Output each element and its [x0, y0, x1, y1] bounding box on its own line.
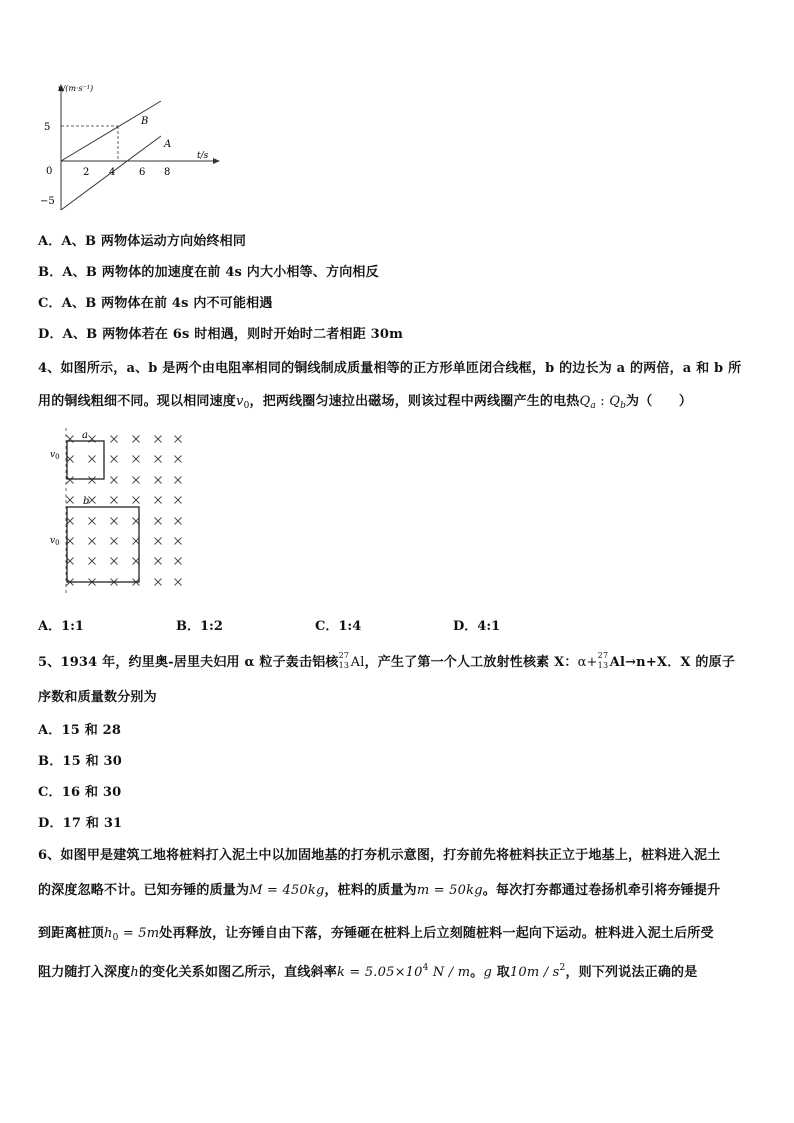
field-cross — [89, 456, 96, 463]
field-cross — [89, 518, 96, 525]
graph-x-arrow — [213, 158, 220, 164]
q3-option-c: C．A、B 两物体在前 4s 内不可能相遇 — [38, 296, 273, 311]
q4-stem-line2: 用的铜线粗细不同。现以相同速度$v_0$，把两线圈匀速拉出磁场，则该过程中两线圈产生的电热$Q_a$ : $Q_b$为（ ） — [38, 394, 693, 411]
field-cross — [111, 436, 118, 443]
field-cross — [155, 558, 162, 565]
q4-option-b: B．1:2 — [176, 619, 223, 634]
q6-stem-line1: 6、如图甲是建筑工地将桩料打入泥土中以加固地基的打夯机示意图，打夯前先将桩料扶正立于地基上，桩料进入泥土 — [38, 848, 721, 863]
graph-y-tick-0: 0 — [46, 166, 53, 177]
q4-option-d: D．4:1 — [453, 619, 501, 634]
field-cross — [175, 477, 182, 484]
field-cross — [111, 477, 118, 484]
q5-stem-line1: 5、1934 年，约里奥-居里夫妇用 α 粒子轰击铝核 27 13 Al，产生了第一个人工放射性核素 X：α+ 27 13 Al→n+X．X 的原子 — [38, 651, 736, 670]
frame-a-velocity: $v_0$ — [50, 450, 60, 461]
graph-y-tick-5: 5 — [44, 122, 51, 133]
graph-x-label: t/s — [197, 151, 209, 161]
field-cross — [175, 538, 182, 545]
magnetic-field-figure — [46, 426, 196, 596]
field-cross — [155, 456, 162, 463]
q6-stem-line3: 到距离桩顶$h_0 = 5m$处再释放，让夯锤自由下落，夯锤砸在桩料上后立刻随桩料一起向下运动。桩料进入泥土后所受 — [38, 926, 714, 943]
field-cross — [155, 497, 162, 504]
frame-b-label: b — [83, 496, 90, 507]
graph-line-b-label: B — [141, 116, 149, 127]
frame-b — [67, 507, 139, 582]
q6-stem-line4: 阻力随打入深度h的变化关系如图乙所示，直线斜率$k = 5.05\times 10^4$ N / m。g 取$10m / s^2$，则下列说法正确的是 — [38, 963, 698, 980]
velocity-time-graph — [36, 80, 236, 215]
graph-y-tick-neg5: −5 — [40, 196, 55, 207]
frame-a — [67, 441, 104, 479]
field-cross — [175, 456, 182, 463]
q3-option-d: D．A、B 两物体若在 6s 时相遇，则时开始时二者相距 30m — [38, 327, 404, 342]
frame-a-label: a — [82, 430, 88, 441]
field-cross — [155, 477, 162, 484]
field-cross — [67, 497, 74, 504]
field-cross — [155, 538, 162, 545]
field-cross — [111, 456, 118, 463]
graph-x-tick-6: 6 — [139, 167, 146, 178]
q5-option-a: A．15 和 28 — [38, 723, 122, 738]
field-cross — [133, 436, 140, 443]
field-cross — [89, 497, 96, 504]
field-cross — [89, 558, 96, 565]
frame-b-velocity: $v_0$ — [50, 536, 60, 547]
field-cross — [175, 558, 182, 565]
field-cross — [133, 497, 140, 504]
graph-x-tick-4: 4 — [109, 167, 116, 178]
field-cross — [111, 558, 118, 565]
field-cross — [111, 538, 118, 545]
field-cross — [175, 579, 182, 586]
q6-stem-line2: 的深度忽略不计。已知夯锤的质量为M = 450kg，桩料的质量为m = 50kg。每次打夯都通过卷扬机牵引将夯锤提升 — [38, 883, 721, 898]
field-cross — [133, 456, 140, 463]
q5-option-d: D．17 和 31 — [38, 816, 123, 831]
graph-line-a-label: A — [164, 139, 172, 150]
field-cross — [155, 518, 162, 525]
q3-option-b: B．A、B 两物体的加速度在前 4s 内大小相等、方向相反 — [38, 265, 379, 280]
field-cross — [175, 497, 182, 504]
q4-option-a: A．1:1 — [38, 619, 84, 634]
field-cross — [175, 518, 182, 525]
graph-line-b — [61, 101, 161, 161]
graph-x-tick-2: 2 — [83, 167, 90, 178]
graph-y-label: v/(m·s⁻¹) — [58, 84, 94, 93]
q4-option-c: C．1:4 — [315, 619, 362, 634]
field-cross — [133, 477, 140, 484]
field-cross — [111, 497, 118, 504]
field-cross — [155, 579, 162, 586]
q3-option-a: A．A、B 两物体运动方向始终相同 — [38, 234, 247, 249]
field-cross — [111, 518, 118, 525]
field-cross — [89, 538, 96, 545]
q4-stem-line1: 4、如图所示，a、b 是两个由电阻率相同的铜线制成质量相等的正方形单匝闭合线框，b 的边长为 a 的两倍，a 和 b 所 — [38, 361, 742, 376]
q5-stem-line2: 序数和质量数分别为 — [38, 690, 157, 705]
field-cross — [89, 477, 96, 484]
graph-x-tick-8: 8 — [164, 167, 171, 178]
q5-option-b: B．15 和 30 — [38, 754, 123, 769]
field-cross — [155, 436, 162, 443]
field-cross — [175, 436, 182, 443]
q5-option-c: C．16 和 30 — [38, 785, 122, 800]
field-crosses — [67, 436, 182, 586]
